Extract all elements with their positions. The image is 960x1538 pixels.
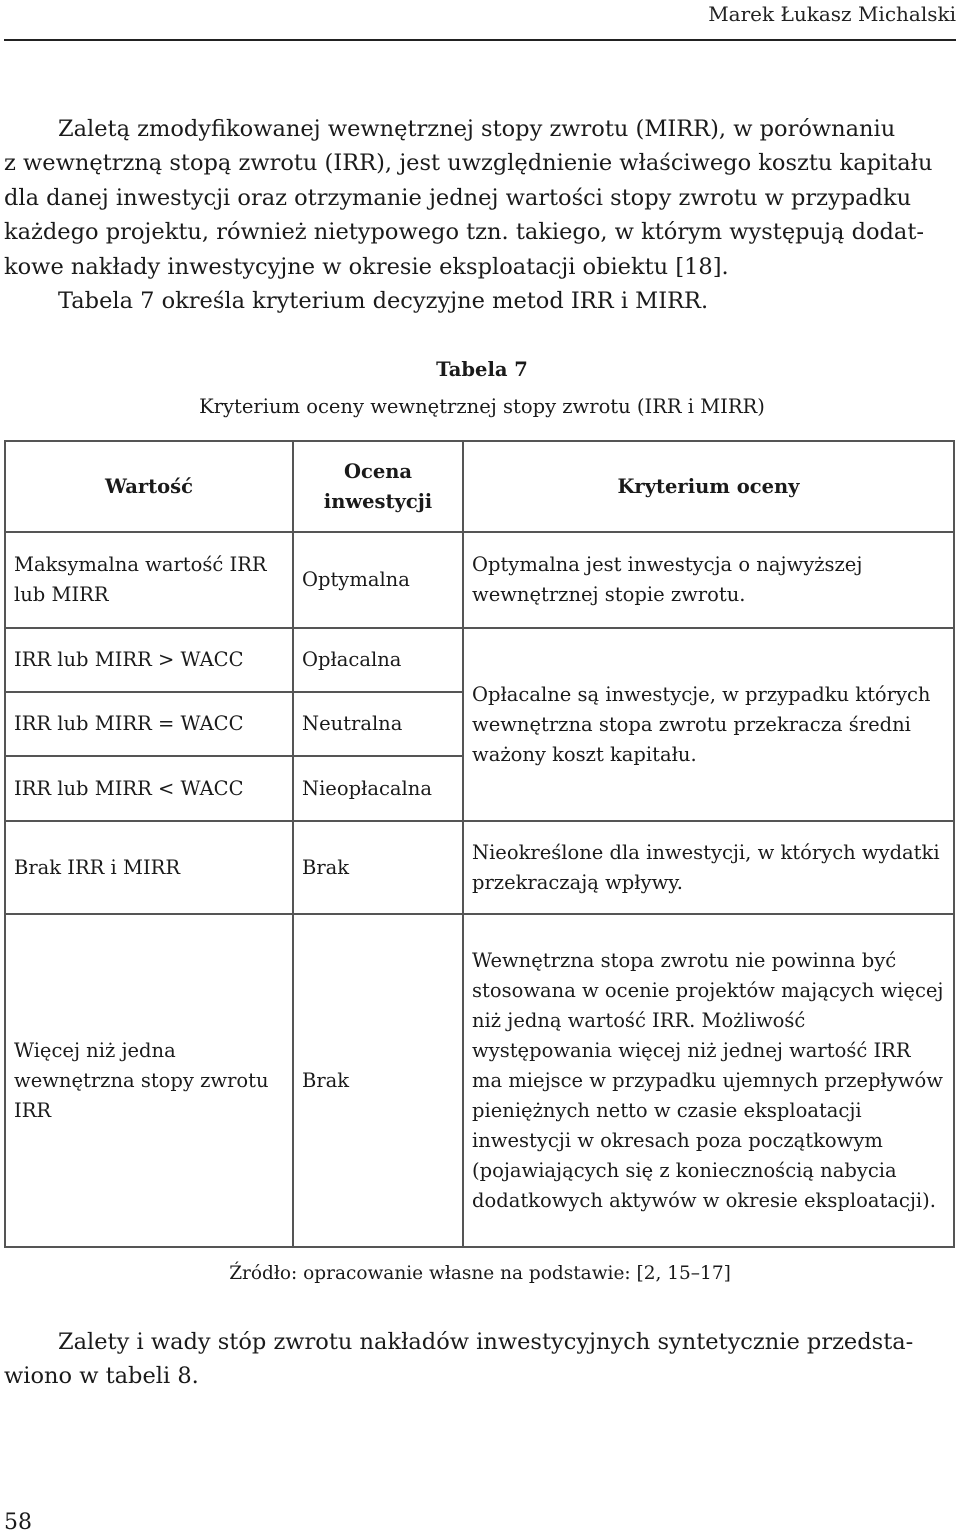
table-row: [5, 532, 954, 628]
header-value: Wartość: [5, 441, 293, 532]
header-criterion: Kryterium oceny: [463, 441, 954, 532]
cell-value: Więcej niż jedna wewnętrzna stopy zwrotu IRR: [5, 914, 293, 1247]
cell-assessment: Neutralna: [293, 692, 463, 756]
outro-line: Zalety i wady stóp zwrotu nakładów inwestycyjnych syntetycznie przedsta-: [58, 1329, 914, 1355]
header-rule: [4, 39, 956, 41]
cell-criterion: Opłacalne są inwestycje, w przypadku których wewnętrzna stopa zwrotu przekracza średni ważony koszt kapitału.: [463, 628, 954, 821]
intro-line: z wewnętrzną stopą zwrotu (IRR), jest uwzględnienie właściwego kosztu kapitału: [4, 150, 933, 177]
cell-assessment: Optymalna: [293, 532, 463, 628]
intro-line: Tabela 7 określa kryterium decyzyjne metod IRR i MIRR.: [58, 288, 709, 315]
running-header-author: Marek Łukasz Michalski: [708, 2, 956, 26]
intro-paragraph: [4, 112, 954, 318]
intro-line: kowe nakłady inwestycyjne w okresie eksploatacji obiektu [18].: [4, 253, 729, 280]
cell-value: IRR lub MIRR > WACC: [5, 628, 293, 692]
closing-paragraph: [4, 1325, 954, 1394]
table-row: [5, 914, 954, 1247]
cell-assessment: Brak: [293, 914, 463, 1247]
cell-value: Maksymalna wartość IRR lub MIRR: [5, 532, 293, 628]
table-row: [5, 628, 954, 692]
cell-assessment: Nieopłacalna: [293, 756, 463, 821]
table-subtitle: Kryterium oceny wewnętrznej stopy zwrotu (IRR i MIRR): [199, 395, 765, 418]
table-row: [5, 821, 954, 914]
cell-criterion: Wewnętrzna stopa zwrotu nie powinna być stosowana w ocenie projektów mających więcej niż jedną wartość IRR. Możliwość występowania więcej niż jednej wartość IRR ma miejsce w przypadku ujemnych przepływów pieniężnych netto w czasie eksploatacji inwestycji w okresach poza początkowym (pojawiających się z koniecznością nabycia dodatkowych aktywów w okresie eksploatacji).: [463, 914, 954, 1247]
intro-line: każdego projektu, również nietypowego tzn. takiego, w którym występują dodat-: [4, 219, 924, 246]
cell-assessment: Brak: [293, 821, 463, 914]
intro-line: Zaletą zmodyfikowanej wewnętrznej stopy zwrotu (MIRR), w porównaniu: [58, 116, 896, 142]
criteria-table: [4, 440, 955, 1248]
header-assessment: Ocena inwestycji: [293, 441, 463, 532]
page-number: 58: [4, 1510, 32, 1535]
intro-line: dla danej inwestycji oraz otrzymanie jednej wartości stopy zwrotu w przypadku: [4, 184, 912, 211]
cell-criterion: Nieokreślone dla inwestycji, w których wydatki przekraczają wpływy.: [463, 821, 954, 914]
table-title: Tabela 7: [436, 358, 528, 381]
cell-criterion: Optymalna jest inwestycja o najwyższej wewnętrznej stopie zwrotu.: [463, 532, 954, 628]
cell-value: IRR lub MIRR = WACC: [5, 692, 293, 756]
cell-value: Brak IRR i MIRR: [5, 821, 293, 914]
cell-assessment: Opłacalna: [293, 628, 463, 692]
table-header-row: [5, 441, 954, 532]
outro-line: wiono w tabeli 8.: [4, 1363, 199, 1390]
cell-value: IRR lub MIRR < WACC: [5, 756, 293, 821]
table-source-note: Źródło: opracowanie własne na podstawie: [2, 15–17]: [229, 1263, 731, 1284]
